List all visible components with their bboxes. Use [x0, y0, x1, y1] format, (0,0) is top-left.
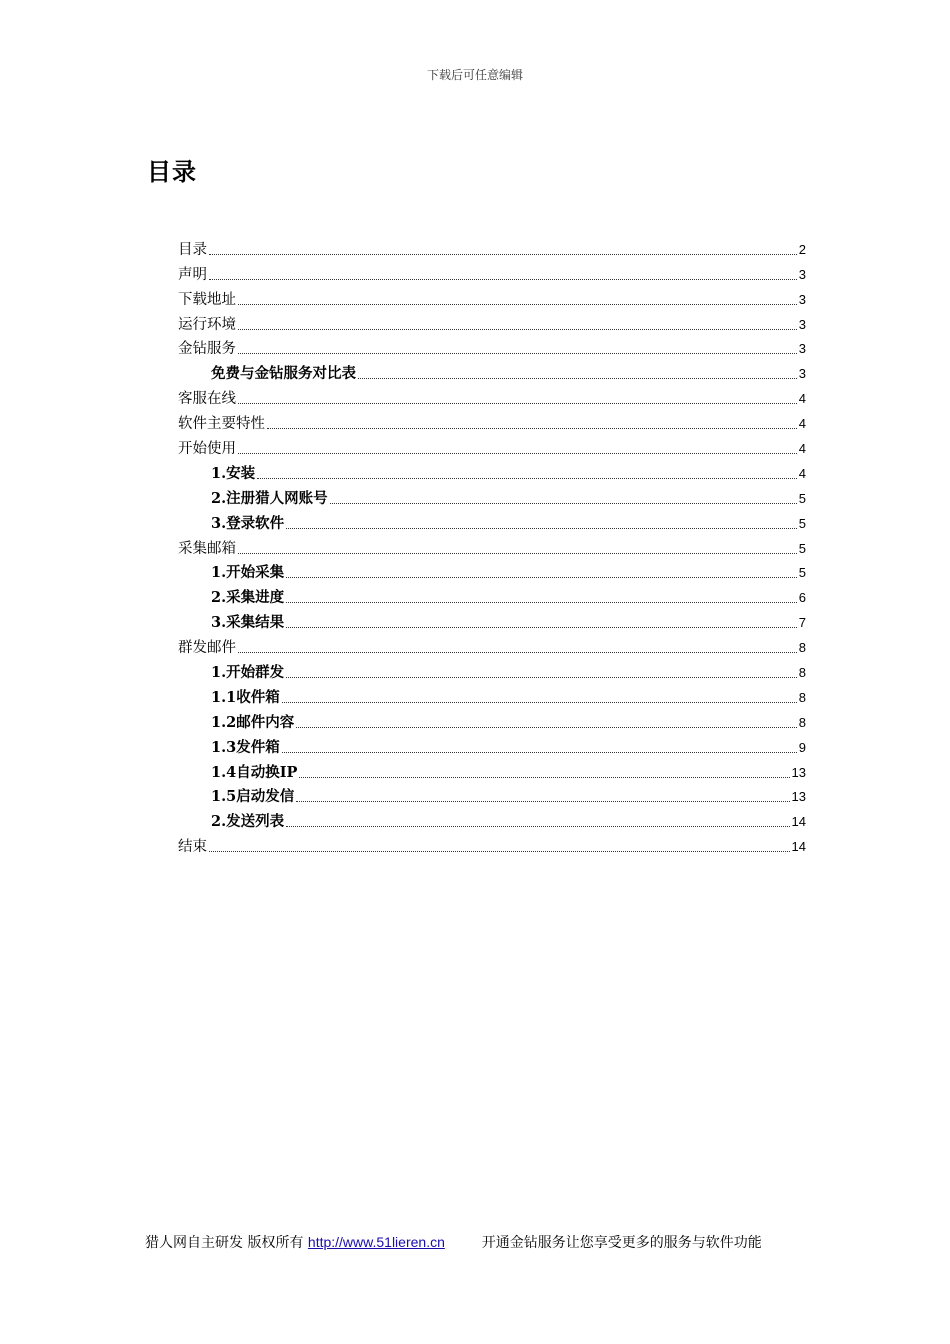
toc-entry-label: 2.采集进度: [211, 589, 285, 607]
toc-entry-label: 金钻服务: [178, 341, 236, 358]
toc-entry-label: 2.注册猎人网账号: [211, 489, 328, 507]
toc-entry-page-number: 3: [798, 266, 806, 282]
toc-entry-label: 1.5启动发信: [211, 788, 295, 806]
toc-entry-label: 1.2邮件内容: [211, 713, 295, 731]
toc-entry-label: 1.开始群发: [211, 664, 285, 682]
toc-dot-leader: [286, 626, 797, 628]
toc-dot-leader: [238, 402, 797, 404]
toc-entry-page-number: 8: [798, 665, 806, 681]
toc-entry-label: 采集邮箱: [178, 540, 236, 557]
toc-dot-leader: [238, 303, 797, 305]
toc-entry[interactable]: [178, 583, 806, 608]
toc-entry-page-number: 3: [798, 366, 806, 382]
toc-dot-leader: [282, 751, 797, 753]
toc-entry[interactable]: [178, 683, 806, 708]
toc-dot-leader: [238, 352, 797, 354]
toc-entry-page-number: 13: [791, 764, 806, 780]
toc-entry-page-number: 8: [798, 689, 806, 705]
toc-entry[interactable]: [178, 534, 806, 559]
toc-entry[interactable]: [178, 285, 806, 310]
toc-entry-page-number: 4: [798, 465, 806, 481]
toc-entry-page-number: 4: [798, 391, 806, 407]
toc-entry[interactable]: [178, 484, 806, 509]
toc-entry-page-number: 5: [798, 540, 806, 556]
toc-entry-label: 1.安装: [211, 464, 256, 482]
toc-dot-leader: [238, 552, 797, 554]
toc-dot-leader: [209, 278, 797, 280]
toc-entry-label: 1.3发件箱: [211, 738, 280, 756]
toc-dot-leader: [238, 452, 797, 454]
toc-entry-page-number: 9: [798, 739, 806, 755]
toc-dot-leader: [209, 253, 797, 255]
toc-entry-page-number: 8: [798, 714, 806, 730]
toc-entry[interactable]: [178, 608, 806, 633]
toc-entry[interactable]: [178, 235, 806, 260]
toc-entry[interactable]: [178, 832, 806, 857]
toc-dot-leader: [330, 502, 797, 504]
toc-entry-label: 软件主要特性: [178, 416, 265, 433]
toc-dot-leader: [286, 527, 797, 529]
toc-entry[interactable]: [178, 708, 806, 733]
toc-entry-label: 2.发送列表: [211, 813, 285, 831]
toc-dot-leader: [299, 776, 789, 778]
toc-entry[interactable]: [178, 633, 806, 658]
toc-entry-page-number: 5: [798, 515, 806, 531]
toc-entry-label: 声明: [178, 266, 207, 283]
toc-entry[interactable]: [178, 509, 806, 534]
toc-entry-label: 免费与金钻服务对比表: [211, 365, 356, 383]
toc-entry-label: 1.4自动换IP: [211, 763, 298, 781]
toc-dot-leader: [296, 800, 789, 802]
toc-entry[interactable]: [178, 384, 806, 409]
toc-entry[interactable]: [178, 335, 806, 360]
toc-entry-page-number: 7: [798, 615, 806, 631]
toc-entry[interactable]: [178, 260, 806, 285]
toc-dot-leader: [238, 651, 797, 653]
toc-dot-leader: [286, 601, 797, 603]
toc-entry-page-number: 5: [798, 565, 806, 581]
toc-entry-page-number: 4: [798, 441, 806, 457]
toc-dot-leader: [282, 701, 797, 703]
toc-entry-label: 1.开始采集: [211, 564, 285, 582]
footer-copyright: 猎人网自主研发 版权所有: [145, 1235, 304, 1251]
toc-entry[interactable]: [178, 310, 806, 335]
toc-entry[interactable]: [178, 359, 806, 384]
footer-promo: 开通金钻服务让您享受更多的服务与软件功能: [481, 1235, 762, 1251]
toc-entry-label: 客服在线: [178, 391, 236, 408]
toc-dot-leader: [286, 676, 797, 678]
toc-dot-leader: [238, 328, 797, 330]
toc-dot-leader: [286, 576, 797, 578]
toc-entry-label: 3.采集结果: [211, 614, 285, 632]
toc-dot-leader: [296, 726, 797, 728]
toc-entry-page-number: 4: [798, 416, 806, 432]
toc-entry-label: 结束: [178, 839, 207, 856]
toc-dot-leader: [209, 850, 790, 852]
toc-dot-leader: [257, 477, 797, 479]
toc-entry[interactable]: [178, 434, 806, 459]
toc-entry-label: 目录: [178, 241, 207, 258]
toc-entry-label: 运行环境: [178, 316, 236, 333]
footer-website-link[interactable]: http://www.51lieren.cn: [307, 1234, 445, 1250]
toc-entry-page-number: 14: [791, 839, 806, 855]
toc-entry-label: 开始使用: [178, 441, 236, 458]
toc-entry-label: 群发邮件: [178, 640, 236, 657]
toc-dot-leader: [286, 825, 789, 827]
page-footer: [145, 1232, 762, 1252]
toc-entry-page-number: 5: [798, 490, 806, 506]
toc-entry-label: 1.1收件箱: [211, 688, 280, 706]
toc-entry-page-number: 6: [798, 590, 806, 606]
toc-entry[interactable]: [178, 409, 806, 434]
toc-dot-leader: [267, 427, 797, 429]
toc-entry[interactable]: [178, 758, 806, 783]
toc-entry[interactable]: [178, 459, 806, 484]
toc-entry-label: 3.登录软件: [211, 514, 285, 532]
toc-dot-leader: [358, 377, 797, 379]
toc-entry[interactable]: [178, 658, 806, 683]
document-title: 目录: [147, 158, 197, 186]
toc-entry[interactable]: [178, 733, 806, 758]
table-of-contents: [178, 235, 806, 857]
toc-entry-label: 下载地址: [178, 291, 236, 308]
toc-entry[interactable]: [178, 559, 806, 584]
page-header-note: 下载后可任意编辑: [426, 68, 523, 82]
toc-entry[interactable]: [178, 807, 806, 832]
toc-entry-page-number: 13: [791, 789, 806, 805]
toc-entry-page-number: 3: [798, 316, 806, 332]
toc-entry-page-number: 8: [798, 640, 806, 656]
toc-entry-page-number: 3: [798, 291, 806, 307]
toc-entry-page-number: 14: [791, 814, 806, 830]
toc-entry-page-number: 2: [798, 241, 806, 257]
toc-entry[interactable]: [178, 783, 806, 808]
toc-entry-page-number: 3: [798, 341, 806, 357]
